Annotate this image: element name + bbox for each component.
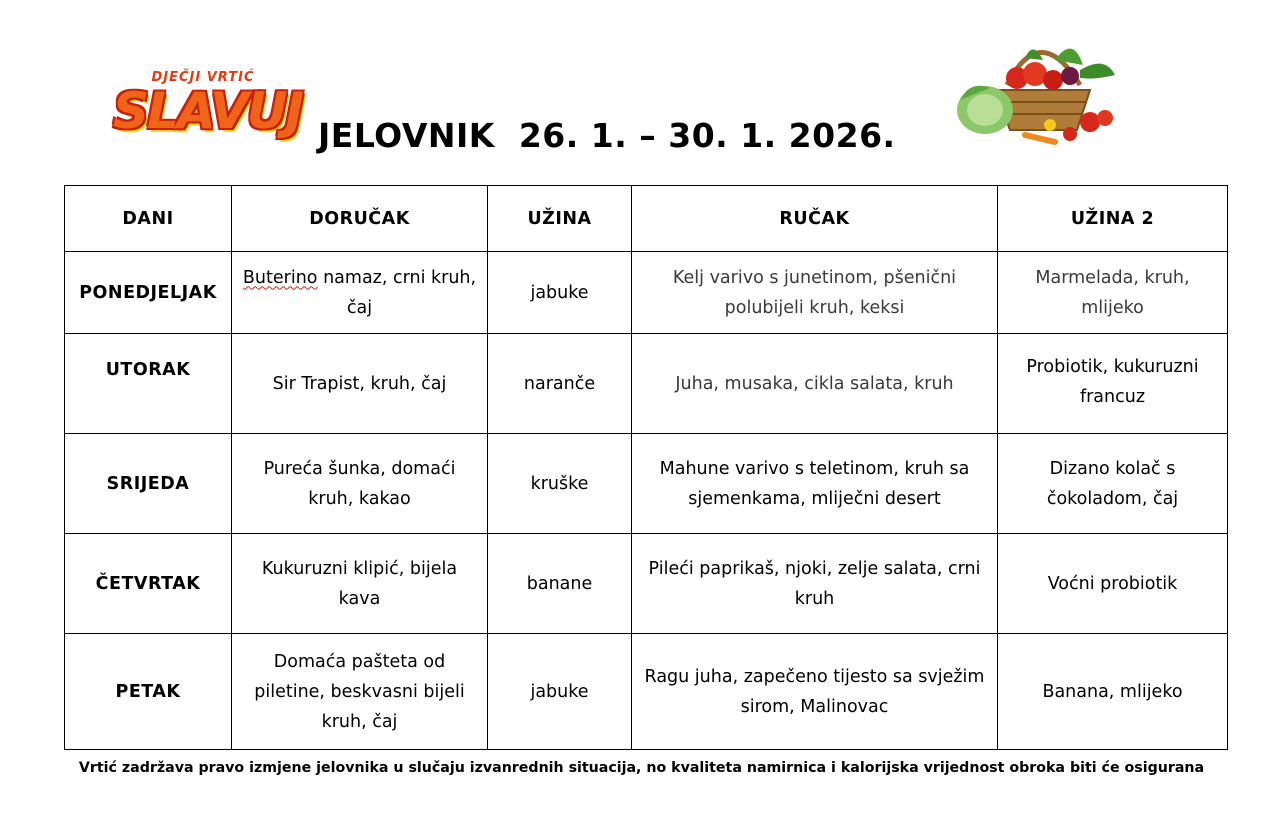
snack-cell: naranče xyxy=(488,334,632,434)
lunch-cell: Pileći paprikaš, njoki, zelje salata, crni kruh xyxy=(632,534,998,634)
page-title: JELOVNIK 26. 1. – 30. 1. 2026. xyxy=(318,116,896,155)
table-row xyxy=(65,334,1228,434)
header-lunch: RUČAK xyxy=(632,186,998,252)
header-days: DANI xyxy=(65,186,232,252)
header-snack: UŽINA xyxy=(488,186,632,252)
breakfast-cell: Sir Trapist, kruh, čaj xyxy=(232,334,488,434)
day-cell: UTORAK xyxy=(65,334,232,434)
day-cell: PONEDJELJAK xyxy=(65,252,232,334)
logo-subtitle: DJEČJI VRTIĆ xyxy=(151,70,255,85)
lunch-cell: Ragu juha, zapečeno tijesto sa svježim sirom, Malinovac xyxy=(632,634,998,750)
snack2-cell: Voćni probiotik xyxy=(998,534,1228,634)
snack-cell: jabuke xyxy=(488,634,632,750)
table-row xyxy=(65,534,1228,634)
lunch-cell: Juha, musaka, cikla salata, kruh xyxy=(632,334,998,434)
breakfast-cell: Pureća šunka, domaći kruh, kakao xyxy=(232,434,488,534)
day-cell: PETAK xyxy=(65,634,232,750)
breakfast-cell: Kukuruzni klipić, bijela kava xyxy=(232,534,488,634)
day-cell: ČETVRTAK xyxy=(65,534,232,634)
table-row xyxy=(65,434,1228,534)
lunch-cell: Kelj varivo s junetinom, pšenični polubijeli kruh, keksi xyxy=(632,252,998,334)
day-cell: SRIJEDA xyxy=(65,434,232,534)
weekly-menu-table xyxy=(64,185,1228,750)
table-header-row xyxy=(65,186,1228,252)
snack-cell: kruške xyxy=(488,434,632,534)
lunch-cell: Mahune varivo s teletinom, kruh sa sjemenkama, mliječni desert xyxy=(632,434,998,534)
header-breakfast: DORUČAK xyxy=(232,186,488,252)
snack2-cell: Marmelada, kruh, mlijeko xyxy=(998,252,1228,334)
logo-name: SLAVUJ xyxy=(112,82,303,140)
footnote: Vrtić zadržava pravo izmjene jelovnika u slučaju izvanrednih situacija, no kvaliteta namirnica i kalorijska vrijednost obroka biti će osigurana xyxy=(78,760,1205,776)
snack-cell: jabuke xyxy=(488,252,632,334)
snack2-cell: Dizano kolač s čokoladom, čaj xyxy=(998,434,1228,534)
snack-cell: banane xyxy=(488,534,632,634)
breakfast-text: namaz, crni kruh, čaj xyxy=(317,267,477,318)
snack2-cell: Probiotik, kukuruzni francuz xyxy=(998,334,1228,434)
table-row xyxy=(65,252,1228,334)
breakfast-cell xyxy=(232,252,488,334)
table-row xyxy=(65,634,1228,750)
header-snack2: UŽINA 2 xyxy=(998,186,1228,252)
spellcheck-word: Buterino xyxy=(242,267,318,288)
breakfast-cell: Domaća pašteta od piletine, beskvasni bijeli kruh, čaj xyxy=(232,634,488,750)
vegetable-basket-icon xyxy=(955,30,1125,145)
snack2-cell: Banana, mlijeko xyxy=(998,634,1228,750)
